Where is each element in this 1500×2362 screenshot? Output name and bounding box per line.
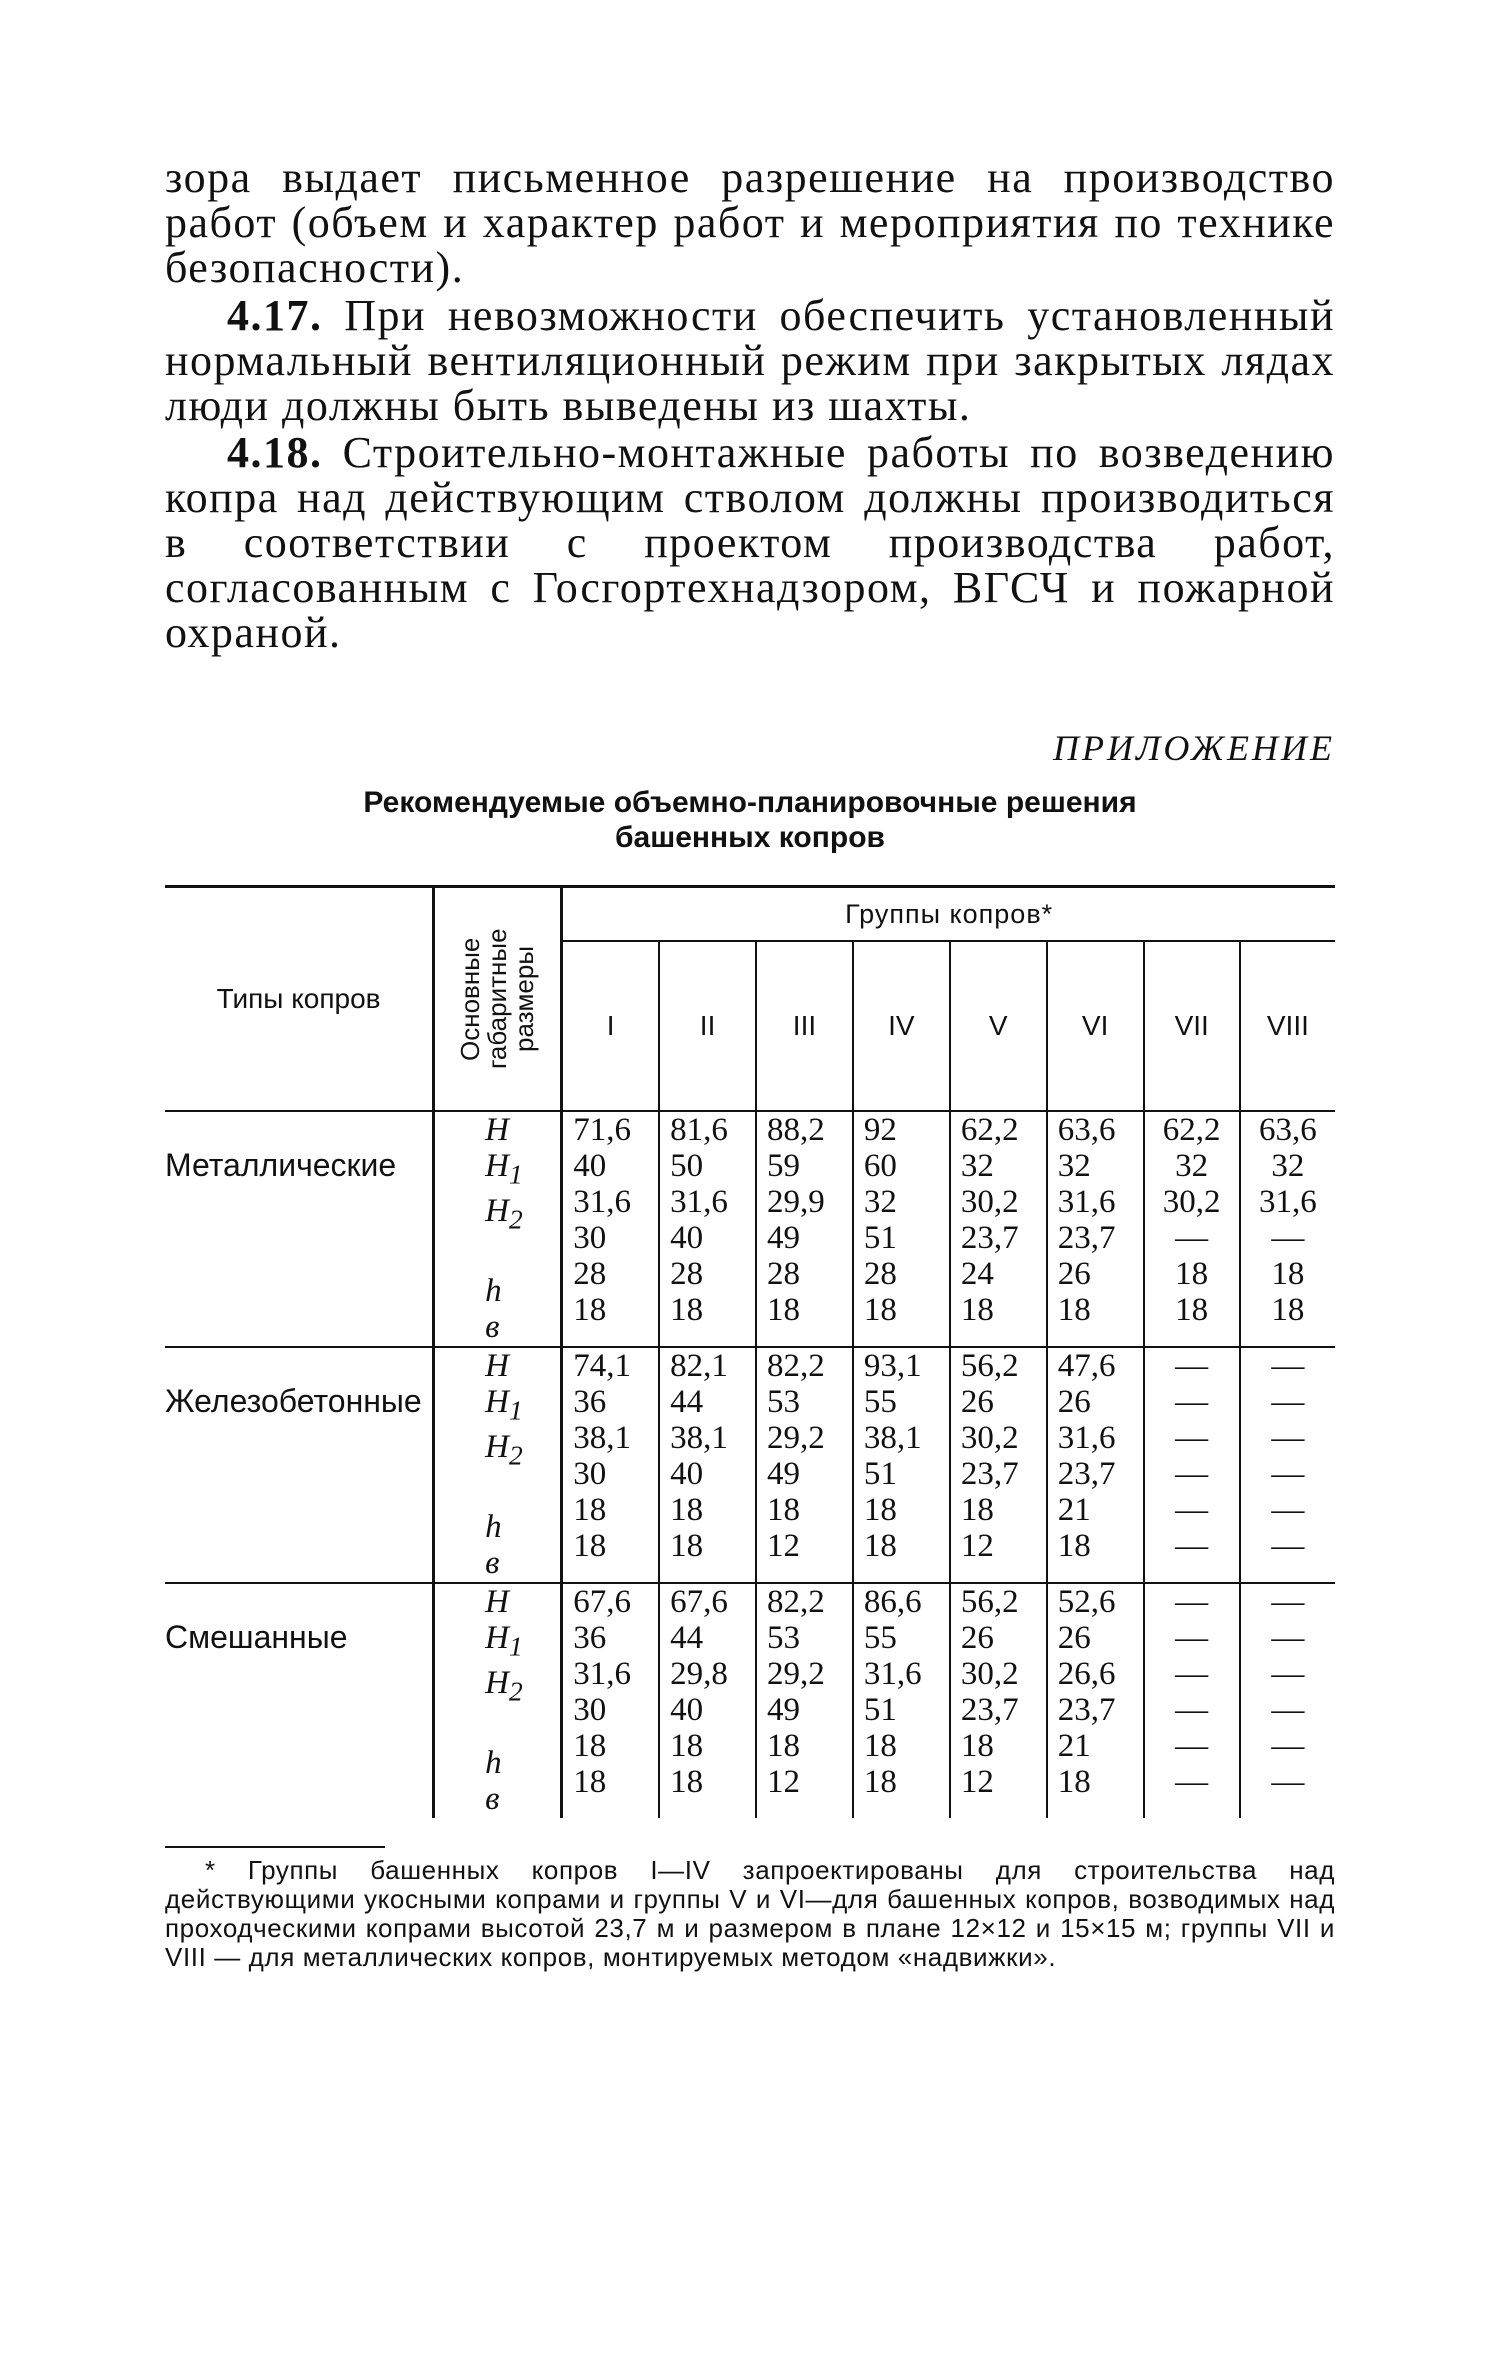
footnote: * Группы башенных копров I—IV запроектированы для строительства над действующими укосными копрами и группы V и VI—для башенных копров, возводимых над проходческими копрами высотой 23,7 м и размером в плане 12×12 и 15×15 м; группы VII и VIII — для металлических копров, монтируемых методом «надвижки». xyxy=(165,1855,1335,1972)
cell-value: — xyxy=(1175,1656,1209,1692)
dim-label: h xyxy=(485,1509,502,1546)
cell-value: 50 xyxy=(670,1148,704,1184)
cell-value: 55 xyxy=(863,1384,897,1420)
cell-value: — xyxy=(1175,1692,1209,1728)
clause-text: При невозможности обеспечить установленный нормальный вентиляционный режим при закрытых лядах люди должны быть выведены из шахты. xyxy=(165,291,1335,430)
cell-value: 30 xyxy=(573,1220,607,1256)
cell-value: 30 xyxy=(573,1456,607,1492)
cell-value: 26 xyxy=(960,1620,994,1656)
group-cell xyxy=(1047,1347,1144,1583)
cell-value: 32 xyxy=(1175,1148,1209,1184)
cell-value: 26 xyxy=(1057,1256,1091,1292)
dim-label: $H_1$ xyxy=(485,1384,523,1426)
group-header: I xyxy=(606,1010,615,1041)
table-row xyxy=(165,1583,1335,1818)
clause-number: 4.17. xyxy=(227,291,323,340)
cell-value: 18 xyxy=(573,1292,607,1328)
cell-value: 18 xyxy=(1271,1292,1305,1328)
cell-value: 30 xyxy=(573,1692,607,1728)
cell-value: 32 xyxy=(863,1184,897,1220)
cell-value: 18 xyxy=(960,1292,994,1328)
dim-label: в xyxy=(485,1545,500,1582)
cell-value: — xyxy=(1175,1620,1209,1656)
cell-value: 74,1 xyxy=(573,1348,631,1384)
cell-value: 18 xyxy=(863,1528,897,1564)
cell-value: 53 xyxy=(767,1620,801,1656)
cell-value: 28 xyxy=(863,1256,897,1292)
cell-value: 29,2 xyxy=(767,1420,825,1456)
cell-value: — xyxy=(1271,1692,1305,1728)
cell-value: 32 xyxy=(1271,1148,1305,1184)
cell-value: 23,7 xyxy=(1057,1456,1116,1492)
cell-value: — xyxy=(1271,1764,1305,1800)
table-title-line: Рекомендуемые объемно-планировочные решения xyxy=(363,786,1137,819)
row-type-name: Смешанные xyxy=(165,1583,434,1818)
group-cell xyxy=(950,1347,1047,1583)
cell-value: 12 xyxy=(767,1528,801,1564)
cell-value: 18 xyxy=(670,1728,704,1764)
cell-value: 29,2 xyxy=(767,1656,825,1692)
cell-value: 38,1 xyxy=(863,1420,922,1456)
table-title xyxy=(165,785,1335,855)
cell-value: — xyxy=(1175,1420,1209,1456)
cell-value: — xyxy=(1271,1584,1305,1620)
cell-value: 40 xyxy=(573,1148,607,1184)
dim-label: $H_2$ xyxy=(485,1428,523,1471)
cell-value: 40 xyxy=(670,1456,704,1492)
cell-value: 40 xyxy=(670,1692,704,1728)
group-header: VI xyxy=(1047,941,1144,1111)
cell-value: — xyxy=(1271,1528,1305,1564)
cell-value: 82,2 xyxy=(767,1584,825,1620)
dim-label: h xyxy=(485,1745,502,1782)
cell-value: 82,2 xyxy=(767,1348,825,1384)
cell-value: 24 xyxy=(960,1256,994,1292)
cell-value: 81,6 xyxy=(670,1112,728,1148)
cell-value: 31,6 xyxy=(670,1184,728,1220)
cell-value: 12 xyxy=(960,1528,994,1564)
cell-value: — xyxy=(1175,1220,1209,1256)
cell-value: 62,2 xyxy=(1162,1112,1221,1148)
cell-value: — xyxy=(1271,1348,1305,1384)
dim-label xyxy=(485,1237,560,1273)
cell-value: 29,9 xyxy=(767,1184,825,1220)
dim-label: $H_1$ xyxy=(485,1620,523,1662)
cell-value: 26 xyxy=(1057,1620,1091,1656)
cell-value: 18 xyxy=(1057,1764,1091,1800)
group-cell xyxy=(853,1347,950,1583)
header-dims xyxy=(434,887,562,1112)
group-cell xyxy=(950,1583,1047,1818)
cell-value: 12 xyxy=(767,1764,801,1800)
cell-value: 18 xyxy=(767,1292,801,1328)
cell-value: 12 xyxy=(960,1764,994,1800)
cell-value: 18 xyxy=(670,1292,704,1328)
cell-value: — xyxy=(1271,1420,1305,1456)
row-type-name: Металлические xyxy=(165,1111,434,1347)
cell-value: 56,2 xyxy=(960,1348,1019,1384)
cell-value: — xyxy=(1271,1492,1305,1528)
cell-value: 49 xyxy=(767,1692,801,1728)
cell-value: 31,6 xyxy=(863,1656,922,1692)
group-cell xyxy=(562,1583,659,1818)
cell-value: 82,1 xyxy=(670,1348,728,1384)
cell-value: — xyxy=(1175,1348,1209,1384)
group-cell xyxy=(1240,1583,1335,1818)
cell-value: — xyxy=(1175,1728,1209,1764)
group-cell xyxy=(756,1347,853,1583)
cell-value: 62,2 xyxy=(960,1112,1019,1148)
group-cell xyxy=(756,1111,853,1347)
cell-value: — xyxy=(1175,1492,1209,1528)
cell-value: 63,6 xyxy=(1057,1112,1116,1148)
cell-value: 23,7 xyxy=(960,1456,1019,1492)
cell-value: 26 xyxy=(960,1384,994,1420)
cell-value: 18 xyxy=(670,1492,704,1528)
dim-labels xyxy=(435,1112,560,1345)
cell-value: 18 xyxy=(863,1728,897,1764)
cell-value: 67,6 xyxy=(670,1584,728,1620)
cell-value: 44 xyxy=(670,1620,704,1656)
dim-label: $H_2$ xyxy=(485,1664,523,1707)
cell-value: 18 xyxy=(573,1728,607,1764)
cell-value: 60 xyxy=(863,1148,897,1184)
group-header: VII xyxy=(1144,941,1240,1111)
cell-value: 51 xyxy=(863,1220,897,1256)
cell-value: — xyxy=(1175,1456,1209,1492)
cell-value: 18 xyxy=(1175,1256,1209,1292)
cell-value: 31,6 xyxy=(573,1184,631,1220)
dim-labels xyxy=(435,1348,560,1581)
cell-value: — xyxy=(1271,1384,1305,1420)
cell-value: 18 xyxy=(573,1764,607,1800)
cell-value: 31,6 xyxy=(573,1656,631,1692)
cell-value: 55 xyxy=(863,1620,897,1656)
paragraph-4-18 xyxy=(165,430,1335,655)
cell-value: 88,2 xyxy=(767,1112,825,1148)
cell-value: 26 xyxy=(1057,1384,1091,1420)
cell-value: 30,2 xyxy=(960,1656,1019,1692)
cell-value: 18 xyxy=(1271,1256,1305,1292)
group-cell xyxy=(659,1111,756,1347)
cell-value: 32 xyxy=(1057,1148,1091,1184)
cell-value: 18 xyxy=(767,1492,801,1528)
group-header: IV xyxy=(853,941,950,1111)
group-header: V xyxy=(950,941,1047,1111)
cell-value: 59 xyxy=(767,1148,801,1184)
dim-label xyxy=(485,1709,560,1745)
paragraph-4-17 xyxy=(165,293,1335,428)
group-cell xyxy=(1240,1111,1335,1347)
cell-value: 18 xyxy=(863,1492,897,1528)
group-cell xyxy=(1144,1347,1240,1583)
cell-value: 47,6 xyxy=(1057,1348,1116,1384)
table-title-line: башенных копров xyxy=(615,821,885,854)
cell-value: 86,6 xyxy=(863,1584,922,1620)
group-cell xyxy=(562,1347,659,1583)
cell-value: 49 xyxy=(767,1456,801,1492)
cell-value: 23,7 xyxy=(960,1692,1019,1728)
cell-value: 93,1 xyxy=(863,1348,922,1384)
cell-value: 18 xyxy=(960,1492,994,1528)
cell-value: 18 xyxy=(573,1528,607,1564)
clause-number: 4.18. xyxy=(227,428,323,477)
cell-value: 71,6 xyxy=(573,1112,631,1148)
cell-value: 28 xyxy=(670,1256,704,1292)
table-row xyxy=(165,1111,1335,1347)
cell-value: 29,8 xyxy=(670,1656,728,1692)
group-header: VIII xyxy=(1240,941,1335,1111)
paragraph-continuation: зора выдает письменное разрешение на производство работ (объем и характер работ и мероприятия по технике безопасности). xyxy=(165,153,1335,292)
appendix-label: ПРИЛОЖЕНИЕ xyxy=(1053,728,1335,768)
header-type: Типы копров xyxy=(165,887,434,1112)
dim-label: в xyxy=(485,1781,500,1818)
cell-value: 18 xyxy=(767,1728,801,1764)
cell-value: 56,2 xyxy=(960,1584,1019,1620)
cell-value: 51 xyxy=(863,1692,897,1728)
cell-value: 30,2 xyxy=(960,1184,1019,1220)
group-cell xyxy=(659,1583,756,1818)
cell-value: — xyxy=(1271,1728,1305,1764)
cell-value: 18 xyxy=(670,1764,704,1800)
dim-label: $H_2$ xyxy=(485,1192,523,1235)
cell-value: 67,6 xyxy=(573,1584,631,1620)
cell-value: 18 xyxy=(863,1764,897,1800)
cell-value: 18 xyxy=(1057,1528,1091,1564)
dim-label: в xyxy=(485,1309,500,1346)
group-cell xyxy=(1047,1111,1144,1347)
cell-value: 51 xyxy=(863,1456,897,1492)
group-cell xyxy=(853,1111,950,1347)
cell-value: 18 xyxy=(863,1292,897,1328)
cell-value: 36 xyxy=(573,1620,607,1656)
row-dims xyxy=(434,1583,562,1818)
row-type-name: Железобетонные xyxy=(165,1347,434,1583)
cell-value: 30,2 xyxy=(1162,1184,1221,1220)
cell-value: — xyxy=(1271,1456,1305,1492)
cell-value: 21 xyxy=(1057,1728,1091,1764)
group-cell xyxy=(1144,1111,1240,1347)
cell-value: — xyxy=(1175,1764,1209,1800)
group-cell xyxy=(562,1111,659,1347)
cell-value: — xyxy=(1175,1384,1209,1420)
clause-text: Строительно-монтажные работы по возведению копра над действующим стволом должны производиться в соответствии с проектом производства работ, согласованным с Госгортехнадзором, ВГСЧ и пожарной охраной. xyxy=(165,428,1336,657)
row-dims xyxy=(434,1347,562,1583)
cell-value: 92 xyxy=(863,1112,897,1148)
dim-labels xyxy=(435,1584,560,1817)
group-header: II xyxy=(659,941,756,1111)
cell-value: — xyxy=(1175,1584,1209,1620)
cell-value: 18 xyxy=(573,1492,607,1528)
cell-value: — xyxy=(1271,1620,1305,1656)
cell-value: — xyxy=(1271,1220,1305,1256)
cell-value: 30,2 xyxy=(960,1420,1019,1456)
group-cell xyxy=(1144,1583,1240,1818)
row-dims xyxy=(434,1111,562,1347)
dim-label: H xyxy=(485,1584,510,1620)
cell-value: 23,7 xyxy=(1057,1220,1116,1256)
cell-value: 53 xyxy=(767,1384,801,1420)
dim-label: $H_1$ xyxy=(485,1148,523,1190)
footnote-rule xyxy=(165,1846,385,1848)
cell-value: 28 xyxy=(767,1256,801,1292)
header-groups: Группы копров* xyxy=(562,887,1335,942)
dimensions-table xyxy=(165,885,1335,1818)
cell-value: 38,1 xyxy=(670,1420,728,1456)
group-header: III xyxy=(756,941,853,1111)
group-cell xyxy=(950,1111,1047,1347)
cell-value: 26,6 xyxy=(1057,1656,1116,1692)
cell-value: 44 xyxy=(670,1384,704,1420)
cell-value: 38,1 xyxy=(573,1420,631,1456)
group-cell xyxy=(756,1583,853,1818)
cell-value: 40 xyxy=(670,1220,704,1256)
group-cell xyxy=(659,1347,756,1583)
cell-value: 18 xyxy=(1057,1292,1091,1328)
cell-value: 18 xyxy=(960,1728,994,1764)
cell-value: 18 xyxy=(670,1528,704,1564)
cell-value: 52,6 xyxy=(1057,1584,1116,1620)
cell-value: — xyxy=(1175,1528,1209,1564)
cell-value: 31,6 xyxy=(1259,1184,1317,1220)
dim-label: H xyxy=(485,1348,510,1384)
cell-value: 28 xyxy=(573,1256,607,1292)
dim-label: H xyxy=(485,1112,510,1148)
cell-value: 32 xyxy=(960,1148,994,1184)
group-cell xyxy=(1047,1583,1144,1818)
cell-value: 21 xyxy=(1057,1492,1091,1528)
cell-value: 49 xyxy=(767,1220,801,1256)
cell-value: 63,6 xyxy=(1259,1112,1317,1148)
group-cell xyxy=(1240,1347,1335,1583)
cell-value: — xyxy=(1271,1656,1305,1692)
cell-value: 31,6 xyxy=(1057,1184,1116,1220)
dim-label: h xyxy=(485,1273,502,1310)
header-dims-text: Основные габаритные размеры xyxy=(455,928,540,1070)
cell-value: 18 xyxy=(1175,1292,1209,1328)
cell-value: 23,7 xyxy=(1057,1692,1116,1728)
table-body xyxy=(165,1111,1335,1818)
cell-value: 31,6 xyxy=(1057,1420,1116,1456)
table-row xyxy=(165,1347,1335,1583)
group-cell xyxy=(853,1583,950,1818)
cell-value: 23,7 xyxy=(960,1220,1019,1256)
dim-label xyxy=(485,1473,560,1509)
cell-value: 36 xyxy=(573,1384,607,1420)
